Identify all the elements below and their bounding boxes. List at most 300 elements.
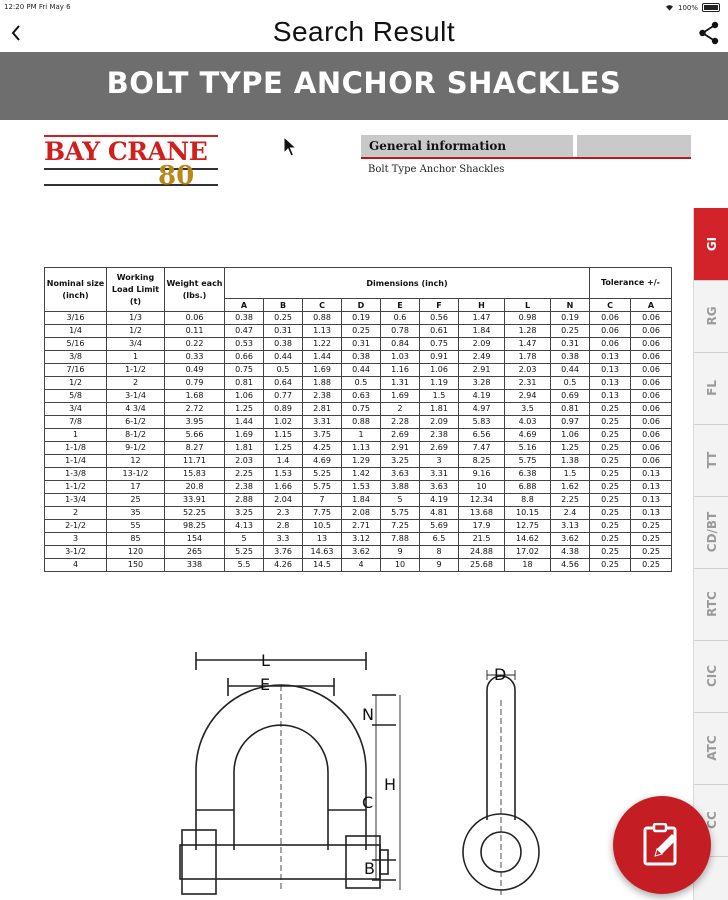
table-cell: 0.61: [420, 325, 459, 338]
table-cell: 13: [303, 533, 342, 546]
table-cell: 3.75: [303, 429, 342, 442]
table-cell: 0.78: [381, 325, 420, 338]
table-cell: 3/4: [107, 338, 165, 351]
table-cell: 1/3: [107, 312, 165, 325]
table-cell: 2.4: [551, 507, 590, 520]
edit-note-icon: [642, 823, 682, 867]
table-cell: 2.03: [225, 455, 264, 468]
shackle-pin: [380, 850, 388, 874]
table-cell: 9: [420, 559, 459, 572]
table-row: [45, 312, 672, 325]
dim-label-l: L: [261, 651, 270, 670]
table-cell: 2.09: [420, 416, 459, 429]
table-cell: 3: [420, 455, 459, 468]
table-cell: 2.71: [342, 520, 381, 533]
table-cell: 7.75: [303, 507, 342, 520]
table-cell: 1-1/8: [45, 442, 107, 455]
table-cell: 2.94: [505, 390, 551, 403]
tab-rtc[interactable]: [694, 568, 728, 641]
table-cell: 0.06: [631, 416, 672, 429]
table-cell: 1.81: [225, 442, 264, 455]
table-cell: 0.5: [264, 364, 303, 377]
dim-label-d: D: [494, 665, 507, 684]
table-cell: 8.8: [505, 494, 551, 507]
share-icon: [698, 21, 720, 45]
table-cell: 2.91: [381, 442, 420, 455]
table-cell: 120: [107, 546, 165, 559]
table-cell: 5.5: [225, 559, 264, 572]
table-cell: 0.06: [590, 338, 631, 351]
col-header-tol-a: A: [631, 299, 672, 312]
table-cell: 0.19: [551, 312, 590, 325]
mouse-cursor-icon: [283, 136, 297, 158]
table-cell: 4.19: [459, 390, 505, 403]
table-cell: 1.78: [505, 351, 551, 364]
table-cell: 3.88: [381, 481, 420, 494]
table-cell: 0.25: [264, 312, 303, 325]
table-cell: 0.6: [381, 312, 420, 325]
table-cell: 0.06: [631, 442, 672, 455]
table-cell: 2.72: [165, 403, 225, 416]
table-cell: 4.97: [459, 403, 505, 416]
table-cell: 52.25: [165, 507, 225, 520]
dim-label-e: E: [260, 675, 271, 694]
table-cell: 3-1/4: [107, 390, 165, 403]
table-cell: 2.38: [303, 390, 342, 403]
table-cell: 0.53: [225, 338, 264, 351]
table-cell: 7/16: [45, 364, 107, 377]
table-cell: 0.13: [631, 494, 672, 507]
col-header-dim-b: B: [264, 299, 303, 312]
table-cell: 1.29: [342, 455, 381, 468]
table-cell: 1.13: [303, 325, 342, 338]
table-cell: 0.25: [590, 520, 631, 533]
table-cell: 1.4: [264, 455, 303, 468]
table-cell: 85: [107, 533, 165, 546]
table-cell: 0.88: [303, 312, 342, 325]
table-cell: 15.83: [165, 468, 225, 481]
table-cell: 0.06: [631, 312, 672, 325]
table-cell: 0.25: [590, 533, 631, 546]
company-logo: [44, 135, 218, 199]
table-cell: 7.47: [459, 442, 505, 455]
table-cell: 1.62: [551, 481, 590, 494]
table-row: [45, 559, 672, 572]
table-cell: 2.25: [551, 494, 590, 507]
table-cell: 0.25: [590, 507, 631, 520]
table-cell: 5/8: [45, 390, 107, 403]
table-cell: 0.97: [551, 416, 590, 429]
dim-label-h: H: [384, 775, 397, 794]
table-cell: 1-1/2: [107, 364, 165, 377]
table-cell: 1.53: [342, 481, 381, 494]
table-cell: 4: [45, 559, 107, 572]
table-cell: 2.49: [459, 351, 505, 364]
table-cell: 5.66: [165, 429, 225, 442]
table-cell: 2.38: [420, 429, 459, 442]
table-cell: 25.68: [459, 559, 505, 572]
table-cell: 1.84: [459, 325, 505, 338]
table-cell: 1-1/4: [45, 455, 107, 468]
table-cell: 0.19: [342, 312, 381, 325]
table-cell: 0.77: [264, 390, 303, 403]
section-tab-bar: [693, 208, 728, 900]
table-cell: 0.63: [342, 390, 381, 403]
table-cell: 7.88: [381, 533, 420, 546]
table-cell: 3.63: [420, 481, 459, 494]
tab-rg[interactable]: [694, 280, 728, 353]
table-row: [45, 338, 672, 351]
table-cell: 14.5: [303, 559, 342, 572]
table-row: [45, 455, 672, 468]
table-cell: 3.12: [342, 533, 381, 546]
table-cell: 5.16: [505, 442, 551, 455]
table-cell: 0.06: [631, 338, 672, 351]
table-cell: 150: [107, 559, 165, 572]
table-cell: 0.25: [631, 559, 672, 572]
table-cell: 3.13: [551, 520, 590, 533]
table-cell: 1.68: [165, 390, 225, 403]
table-cell: 338: [165, 559, 225, 572]
table-cell: 1.81: [420, 403, 459, 416]
table-cell: 0.25: [590, 403, 631, 416]
col-header-dim-h: H: [459, 299, 505, 312]
table-cell: 3.3: [264, 533, 303, 546]
table-cell: 17.9: [459, 520, 505, 533]
table-cell: 0.38: [225, 312, 264, 325]
table-cell: 2.09: [459, 338, 505, 351]
table-cell: 1.88: [303, 377, 342, 390]
table-cell: 3-1/2: [45, 546, 107, 559]
table-cell: 5.25: [225, 546, 264, 559]
table-row: [45, 533, 672, 546]
table-cell: 0.06: [631, 403, 672, 416]
general-info-header-blank: [577, 135, 691, 157]
table-cell: 0.75: [420, 338, 459, 351]
share-button[interactable]: [698, 21, 720, 45]
table-cell: 4.19: [420, 494, 459, 507]
table-cell: 1.66: [264, 481, 303, 494]
table-cell: 2: [381, 403, 420, 416]
table-cell: 0.81: [225, 377, 264, 390]
tab-label: RG: [704, 306, 719, 326]
tab-label: GI: [704, 236, 719, 252]
table-cell: 12: [107, 455, 165, 468]
table-row: [45, 416, 672, 429]
tab-label: CC: [704, 811, 719, 829]
table-cell: 5: [225, 533, 264, 546]
general-info-value: Bolt Type Anchor Shackles: [368, 164, 505, 175]
col-header-dim-c: C: [303, 299, 342, 312]
table-cell: 0.81: [551, 403, 590, 416]
col-header-dimensions: Dimensions (inch): [225, 268, 590, 299]
table-cell: 10: [381, 559, 420, 572]
table-cell: 1.69: [381, 390, 420, 403]
table-cell: 1.19: [420, 377, 459, 390]
table-cell: 1.31: [381, 377, 420, 390]
status-bar: [0, 0, 728, 14]
tab-label: CIC: [704, 664, 719, 688]
table-cell: 0.06: [631, 429, 672, 442]
table-cell: 1.06: [420, 364, 459, 377]
table-cell: 3/16: [45, 312, 107, 325]
col-header-dim-d: D: [342, 299, 381, 312]
col-header-dim-l: L: [505, 299, 551, 312]
table-row: [45, 442, 672, 455]
col-header-tolerance: Tolerance +/-: [590, 268, 672, 299]
table-cell: 0.13: [631, 468, 672, 481]
table-row: [45, 377, 672, 390]
table-cell: 1.02: [264, 416, 303, 429]
table-cell: 0.06: [590, 312, 631, 325]
table-cell: 1.47: [459, 312, 505, 325]
table-cell: 3.25: [381, 455, 420, 468]
dim-label-n: N: [362, 705, 374, 724]
table-cell: 1.22: [303, 338, 342, 351]
table-cell: 4.25: [303, 442, 342, 455]
shackle-drawing: [160, 640, 540, 900]
table-cell: 0.22: [165, 338, 225, 351]
tab-label: RTC: [704, 591, 719, 617]
col-header-tol-c: C: [590, 299, 631, 312]
table-cell: 1: [107, 351, 165, 364]
table-cell: 0.79: [165, 377, 225, 390]
table-cell: 8.27: [165, 442, 225, 455]
table-row: [45, 546, 672, 559]
table-body: [45, 312, 672, 572]
table-cell: 0.13: [590, 390, 631, 403]
table-cell: 4.13: [225, 520, 264, 533]
table-cell: 3.31: [420, 468, 459, 481]
table-cell: 3/4: [45, 403, 107, 416]
tab-label: FL: [704, 380, 719, 396]
table-cell: 0.44: [342, 364, 381, 377]
table-cell: 0.25: [551, 325, 590, 338]
table-cell: 0.13: [631, 507, 672, 520]
edit-fab-button[interactable]: [613, 796, 711, 894]
logo-anniversary: 80: [158, 161, 195, 191]
table-cell: 1.25: [264, 442, 303, 455]
tab-label: TT: [704, 451, 719, 469]
table-cell: 6.88: [505, 481, 551, 494]
table-row: [45, 390, 672, 403]
table-cell: 0.88: [342, 416, 381, 429]
table-row: [45, 481, 672, 494]
table-cell: 10: [459, 481, 505, 494]
table-cell: 2.3: [264, 507, 303, 520]
table-cell: 0.25: [590, 468, 631, 481]
table-cell: 3.63: [381, 468, 420, 481]
table-cell: 1.28: [505, 325, 551, 338]
table-cell: 0.98: [505, 312, 551, 325]
table-cell: 2.28: [381, 416, 420, 429]
table-cell: 21.5: [459, 533, 505, 546]
table-cell: 1.16: [381, 364, 420, 377]
col-header-working-load-limit: Working Load Limit (t): [107, 268, 165, 312]
col-header-dim-e: E: [381, 299, 420, 312]
table-cell: 0.56: [420, 312, 459, 325]
shackle-side-eye: [463, 814, 539, 890]
table-cell: 55: [107, 520, 165, 533]
table-row: [45, 494, 672, 507]
table-cell: 0.25: [631, 520, 672, 533]
table-cell: 2.25: [225, 468, 264, 481]
table-cell: 0.11: [165, 325, 225, 338]
table-cell: 4.26: [264, 559, 303, 572]
table-cell: 0.25: [631, 546, 672, 559]
table-cell: 1.5: [551, 468, 590, 481]
table-cell: 2.03: [505, 364, 551, 377]
table-cell: 0.06: [165, 312, 225, 325]
table-cell: 13.68: [459, 507, 505, 520]
table-row: [45, 507, 672, 520]
table-cell: 0.75: [342, 403, 381, 416]
table-cell: 0.25: [590, 442, 631, 455]
table-cell: 10.15: [505, 507, 551, 520]
table-cell: 2.91: [459, 364, 505, 377]
table-cell: 1.06: [551, 429, 590, 442]
table-cell: 3.25: [225, 507, 264, 520]
table-cell: 14.63: [303, 546, 342, 559]
table-cell: 4.81: [420, 507, 459, 520]
table-cell: 9.16: [459, 468, 505, 481]
table-cell: 9: [381, 546, 420, 559]
table-cell: 35: [107, 507, 165, 520]
table-cell: 6.56: [459, 429, 505, 442]
table-cell: 24.88: [459, 546, 505, 559]
table-cell: 7/8: [45, 416, 107, 429]
table-cell: 0.5: [342, 377, 381, 390]
table-cell: 6.38: [505, 468, 551, 481]
table-cell: 5.75: [505, 455, 551, 468]
table-cell: 5.75: [381, 507, 420, 520]
table-cell: 3.31: [303, 416, 342, 429]
col-header-nominal-size: Nominal size (inch): [45, 268, 107, 312]
table-cell: 0.38: [551, 351, 590, 364]
table-cell: 1-3/4: [45, 494, 107, 507]
tab-tt[interactable]: [694, 424, 728, 497]
table-cell: 3.62: [342, 546, 381, 559]
table-cell: 1: [45, 429, 107, 442]
table-cell: 12.34: [459, 494, 505, 507]
table-cell: 1.42: [342, 468, 381, 481]
table-cell: 0.44: [551, 364, 590, 377]
table-cell: 5.25: [303, 468, 342, 481]
tab-cd-bt[interactable]: [694, 496, 728, 569]
table-cell: 17.02: [505, 546, 551, 559]
table-cell: 1-1/2: [45, 481, 107, 494]
col-header-dim-f: F: [420, 299, 459, 312]
table-cell: 0.38: [264, 338, 303, 351]
table-cell: 5.75: [303, 481, 342, 494]
tab-label: ATC: [704, 735, 719, 761]
wifi-icon: [665, 4, 674, 11]
tab-gi[interactable]: [694, 208, 728, 281]
table-cell: 0.25: [631, 533, 672, 546]
product-title: BOLT TYPE ANCHOR SHACKLES: [106, 66, 622, 100]
table-cell: 0.13: [631, 481, 672, 494]
table-cell: 4.69: [303, 455, 342, 468]
table-cell: 1.25: [551, 442, 590, 455]
table-cell: 2.81: [303, 403, 342, 416]
table-cell: 11.71: [165, 455, 225, 468]
table-cell: 0.64: [264, 377, 303, 390]
table-cell: 2: [107, 377, 165, 390]
table-cell: 1/2: [107, 325, 165, 338]
table-cell: 154: [165, 533, 225, 546]
table-cell: 0.25: [590, 546, 631, 559]
table-row: [45, 468, 672, 481]
shackle-bolt: [180, 845, 380, 879]
table-cell: 0.06: [631, 351, 672, 364]
table-row: [45, 325, 672, 338]
table-cell: 1.03: [381, 351, 420, 364]
table-cell: 3.5: [505, 403, 551, 416]
table-cell: 3.95: [165, 416, 225, 429]
table-cell: 4.69: [505, 429, 551, 442]
table-cell: 7: [303, 494, 342, 507]
table-cell: 2.38: [225, 481, 264, 494]
table-cell: 0.13: [590, 351, 631, 364]
dim-label-c: C: [362, 793, 374, 812]
table-cell: 0.25: [590, 429, 631, 442]
table-cell: 1.44: [225, 416, 264, 429]
table-cell: 0.13: [590, 377, 631, 390]
table-cell: 2: [45, 507, 107, 520]
table-cell: 1.84: [342, 494, 381, 507]
table-cell: 4 3/4: [107, 403, 165, 416]
general-info-box: [361, 135, 691, 185]
table-cell: 12.75: [505, 520, 551, 533]
status-right: [665, 3, 720, 12]
table-cell: 2.69: [420, 442, 459, 455]
product-banner: [0, 52, 728, 120]
table-cell: 0.25: [590, 416, 631, 429]
table-cell: 3.76: [264, 546, 303, 559]
table-cell: 1.5: [420, 390, 459, 403]
table-cell: 0.25: [590, 455, 631, 468]
general-info-heading: General information: [361, 135, 573, 157]
table-cell: 0.06: [631, 455, 672, 468]
tab-fl[interactable]: [694, 352, 728, 425]
table-cell: 4: [342, 559, 381, 572]
table-cell: 0.66: [225, 351, 264, 364]
spec-table: [44, 267, 672, 572]
table-cell: 0.31: [264, 325, 303, 338]
table-cell: 0.06: [631, 364, 672, 377]
table-cell: 0.13: [590, 364, 631, 377]
table-cell: 0.31: [551, 338, 590, 351]
table-cell: 17: [107, 481, 165, 494]
tab-atc[interactable]: [694, 712, 728, 785]
table-cell: 98.25: [165, 520, 225, 533]
table-cell: 1/4: [45, 325, 107, 338]
table-row: [45, 351, 672, 364]
table-cell: 1.25: [225, 403, 264, 416]
table-cell: 5.83: [459, 416, 505, 429]
table-cell: 2.04: [264, 494, 303, 507]
table-cell: 1.06: [225, 390, 264, 403]
table-cell: 0.5: [551, 377, 590, 390]
table-cell: 0.06: [631, 325, 672, 338]
battery-icon: [702, 3, 720, 12]
table-cell: 1-3/8: [45, 468, 107, 481]
table-cell: 8-1/2: [107, 429, 165, 442]
table-cell: 14.62: [505, 533, 551, 546]
table-cell: 2.69: [381, 429, 420, 442]
tab-cic[interactable]: [694, 640, 728, 713]
table-cell: 10.5: [303, 520, 342, 533]
